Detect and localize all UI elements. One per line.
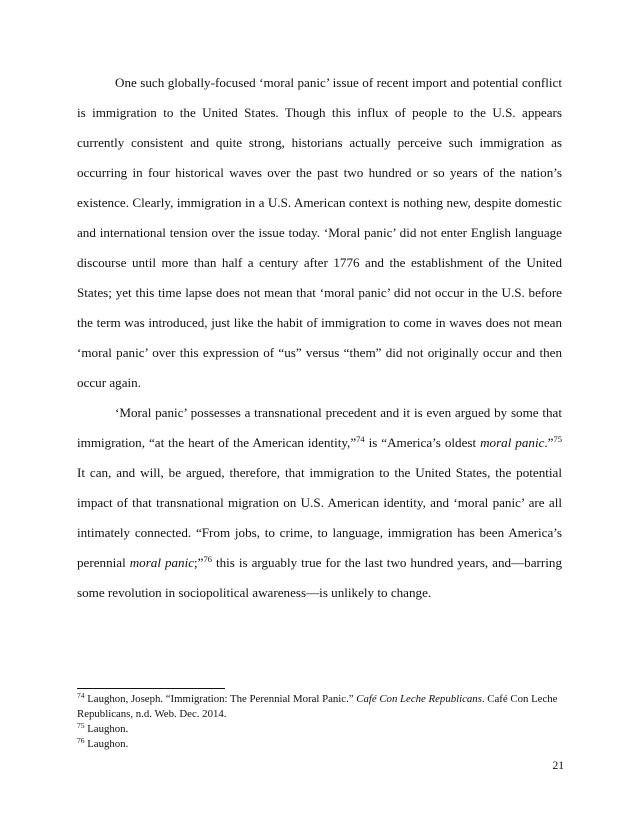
footnote-text: Laughon. [84,738,129,750]
footnote-ref-76[interactable]: 76 [203,554,212,564]
footnote-74 [77,692,562,722]
paragraph-2 [77,398,562,608]
paragraph-2-text: this is arguably true for the last two hundred years, and—barring some revolution in sociopolitical awareness—is unlikely to change. [77,555,562,600]
paragraph-2-text: is “America’s oldest [364,435,481,450]
footnote-text: Laughon. [84,723,129,735]
page-number: 21 [552,760,564,772]
footnotes [77,692,562,752]
italic-term: moral panic [129,555,195,570]
footnote-ref-75[interactable]: 75 [553,434,562,444]
paragraph-2-text: It can, and will, be argued, therefore, that immigration to the United States, the potential impact of that transnational migration on U.S. American identity, and ‘moral panic’ are all intimately connected. “From jobs, to crime, to language, immigration has been America’s perennial [77,465,562,570]
footnote-text: Laughon, Joseph. “Immigration: The Perennial Moral Panic.” [84,693,357,705]
paragraph-2-text: ‘Moral panic’ possesses a transnational precedent and it is even argued by some that immigration, “at the heart of the American identity,” [77,405,562,450]
body-text [77,68,562,608]
footnote-number: 74 [77,691,85,700]
footnote-number: 76 [77,736,85,745]
footnote-number: 75 [77,721,85,730]
paragraph-2-text: .” [544,435,554,450]
footnote-75 [77,722,562,737]
footnote-ref-74[interactable]: 74 [356,434,365,444]
footnote-source-title: Café Con Leche Republicans [356,693,482,705]
paragraph-2-text: ;” [194,555,204,570]
footnote-divider [77,688,225,689]
italic-term: moral panic [480,435,545,450]
footnote-text: . Café Con Leche Republicans, n.d. Web. Dec. 2014. [77,693,558,720]
footnote-76 [77,737,562,752]
paragraph-1: One such globally-focused ‘moral panic’ issue of recent import and potential conflict is immigration to the United States. Though this influx of people to the U.S. appears currently consistent and quite strong, historians actually perceive such immigration as occurring in four historical waves over the past two hundred or so years of the nation’s existence. Clearly, immigration in a U.S. American context is nothing new, despite domestic and international tension over the issue today. ‘Moral panic’ did not enter English language discourse until more than half a century after 1776 and the establishment of the United States; yet this time lapse does not mean that ‘moral panic’ did not occur in the U.S. before the term was introduced, just like the habit of immigration to come in waves does not mean ‘moral panic’ over this expression of “us” versus “them” did not originally occur and then occur again. [77,75,562,390]
